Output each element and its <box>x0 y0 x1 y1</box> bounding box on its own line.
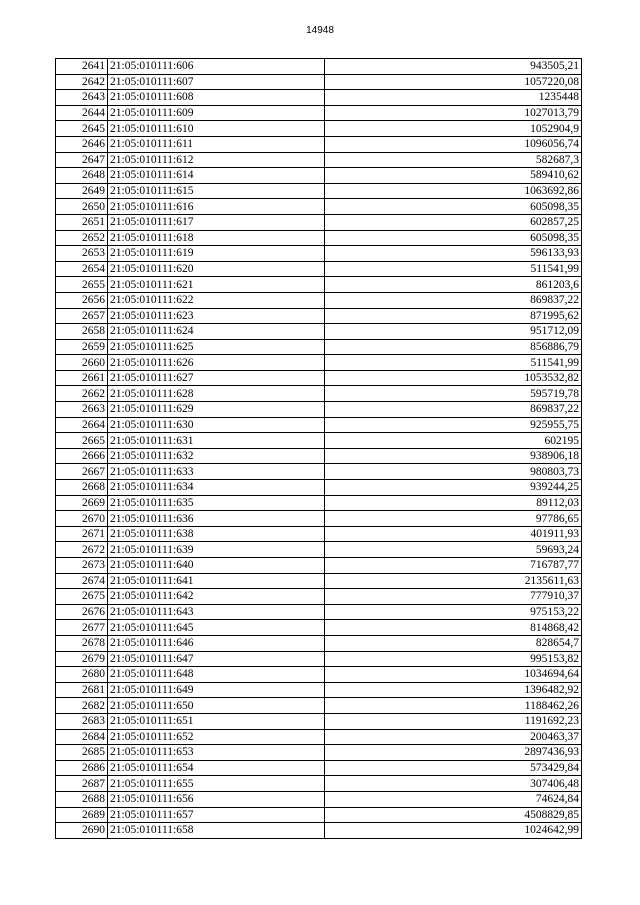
cadastral-number-cell: 21:05:010111:615 <box>108 183 325 199</box>
table-row <box>56 776 582 792</box>
table-row <box>56 308 582 324</box>
cadastral-number-cell: 21:05:010111:630 <box>108 417 325 433</box>
row-number-cell: 2651 <box>56 214 108 230</box>
row-number-cell: 2663 <box>56 402 108 418</box>
table-row <box>56 433 582 449</box>
cadastral-value-cell: 1053532,82 <box>325 370 582 386</box>
row-number-cell: 2680 <box>56 667 108 683</box>
cadastral-number-cell: 21:05:010111:627 <box>108 370 325 386</box>
table-row <box>56 168 582 184</box>
cadastral-number-cell: 21:05:010111:616 <box>108 199 325 215</box>
cadastral-value-cell: 1396482,92 <box>325 682 582 698</box>
cadastral-value-cell: 573429,84 <box>325 760 582 776</box>
row-number-cell: 2688 <box>56 791 108 807</box>
cadastral-number-cell: 21:05:010111:624 <box>108 324 325 340</box>
row-number-cell: 2668 <box>56 480 108 496</box>
cadastral-number-cell: 21:05:010111:607 <box>108 74 325 90</box>
table-row <box>56 214 582 230</box>
row-number-cell: 2673 <box>56 558 108 574</box>
table-row <box>56 589 582 605</box>
table-row <box>56 386 582 402</box>
cadastral-value-cell: 861203,6 <box>325 277 582 293</box>
row-number-cell: 2664 <box>56 417 108 433</box>
cadastral-value-cell: 511541,99 <box>325 261 582 277</box>
table-row <box>56 339 582 355</box>
cadastral-number-cell: 21:05:010111:636 <box>108 511 325 527</box>
cadastral-number-cell: 21:05:010111:641 <box>108 573 325 589</box>
table-row <box>56 277 582 293</box>
cadastral-number-cell: 21:05:010111:643 <box>108 604 325 620</box>
cadastral-value-cell: 602857,25 <box>325 214 582 230</box>
cadastral-number-cell: 21:05:010111:609 <box>108 105 325 121</box>
table-row <box>56 370 582 386</box>
cadastral-value-cell: 596133,93 <box>325 246 582 262</box>
cadastral-value-cell: 1188462,26 <box>325 698 582 714</box>
cadastral-value-cell: 938906,18 <box>325 448 582 464</box>
cadastral-value-cell: 1063692,86 <box>325 183 582 199</box>
row-number-cell: 2659 <box>56 339 108 355</box>
table-row <box>56 823 582 839</box>
row-number-cell: 2657 <box>56 308 108 324</box>
table-row <box>56 136 582 152</box>
row-number-cell: 2647 <box>56 152 108 168</box>
row-number-cell: 2666 <box>56 448 108 464</box>
cadastral-number-cell: 21:05:010111:614 <box>108 168 325 184</box>
cadastral-value-cell: 925955,75 <box>325 417 582 433</box>
row-number-cell: 2648 <box>56 168 108 184</box>
cadastral-number-cell: 21:05:010111:646 <box>108 635 325 651</box>
cadastral-value-cell: 777910,37 <box>325 589 582 605</box>
cadastral-value-cell: 1096056,74 <box>325 136 582 152</box>
cadastral-number-cell: 21:05:010111:612 <box>108 152 325 168</box>
cadastral-value-cell: 511541,99 <box>325 355 582 371</box>
records-table-body <box>56 59 582 839</box>
row-number-cell: 2684 <box>56 729 108 745</box>
cadastral-number-cell: 21:05:010111:638 <box>108 526 325 542</box>
cadastral-value-cell: 89112,03 <box>325 495 582 511</box>
cadastral-number-cell: 21:05:010111:635 <box>108 495 325 511</box>
cadastral-number-cell: 21:05:010111:645 <box>108 620 325 636</box>
cadastral-value-cell: 995153,82 <box>325 651 582 667</box>
row-number-cell: 2667 <box>56 464 108 480</box>
cadastral-value-cell: 828654,7 <box>325 635 582 651</box>
cadastral-number-cell: 21:05:010111:606 <box>108 59 325 75</box>
cadastral-value-cell: 943505,21 <box>325 59 582 75</box>
row-number-cell: 2656 <box>56 292 108 308</box>
cadastral-number-cell: 21:05:010111:639 <box>108 542 325 558</box>
row-number-cell: 2650 <box>56 199 108 215</box>
table-row <box>56 511 582 527</box>
table-row <box>56 417 582 433</box>
row-number-cell: 2678 <box>56 635 108 651</box>
cadastral-value-cell: 716787,77 <box>325 558 582 574</box>
row-number-cell: 2655 <box>56 277 108 293</box>
cadastral-value-cell: 1235448 <box>325 90 582 106</box>
table-row <box>56 542 582 558</box>
row-number-cell: 2671 <box>56 526 108 542</box>
table-row <box>56 121 582 137</box>
row-number-cell: 2660 <box>56 355 108 371</box>
cadastral-value-cell: 401911,93 <box>325 526 582 542</box>
cadastral-value-cell: 605098,35 <box>325 199 582 215</box>
table-row <box>56 480 582 496</box>
cadastral-number-cell: 21:05:010111:657 <box>108 807 325 823</box>
cadastral-value-cell: 1052904,9 <box>325 121 582 137</box>
row-number-cell: 2641 <box>56 59 108 75</box>
row-number-cell: 2645 <box>56 121 108 137</box>
cadastral-value-cell: 307406,48 <box>325 776 582 792</box>
row-number-cell: 2674 <box>56 573 108 589</box>
cadastral-number-cell: 21:05:010111:631 <box>108 433 325 449</box>
row-number-cell: 2669 <box>56 495 108 511</box>
row-number-cell: 2683 <box>56 713 108 729</box>
cadastral-value-cell: 74624,84 <box>325 791 582 807</box>
page-number: 14948 <box>306 25 334 36</box>
row-number-cell: 2685 <box>56 745 108 761</box>
cadastral-number-cell: 21:05:010111:633 <box>108 464 325 480</box>
row-number-cell: 2643 <box>56 90 108 106</box>
cadastral-number-cell: 21:05:010111:618 <box>108 230 325 246</box>
row-number-cell: 2661 <box>56 370 108 386</box>
table-row <box>56 620 582 636</box>
cadastral-value-cell: 2897436,93 <box>325 745 582 761</box>
cadastral-number-cell: 21:05:010111:619 <box>108 246 325 262</box>
table-row <box>56 90 582 106</box>
table-row <box>56 246 582 262</box>
cadastral-value-cell: 4508829,85 <box>325 807 582 823</box>
row-number-cell: 2679 <box>56 651 108 667</box>
cadastral-number-cell: 21:05:010111:620 <box>108 261 325 277</box>
cadastral-number-cell: 21:05:010111:629 <box>108 402 325 418</box>
cadastral-number-cell: 21:05:010111:647 <box>108 651 325 667</box>
cadastral-number-cell: 21:05:010111:642 <box>108 589 325 605</box>
table-row <box>56 448 582 464</box>
cadastral-value-cell: 582687,3 <box>325 152 582 168</box>
cadastral-number-cell: 21:05:010111:611 <box>108 136 325 152</box>
cadastral-number-cell: 21:05:010111:622 <box>108 292 325 308</box>
row-number-cell: 2689 <box>56 807 108 823</box>
row-number-cell: 2665 <box>56 433 108 449</box>
cadastral-number-cell: 21:05:010111:626 <box>108 355 325 371</box>
row-number-cell: 2653 <box>56 246 108 262</box>
cadastral-number-cell: 21:05:010111:652 <box>108 729 325 745</box>
table-row <box>56 199 582 215</box>
table-row <box>56 74 582 90</box>
table-row <box>56 402 582 418</box>
row-number-cell: 2675 <box>56 589 108 605</box>
table-row <box>56 59 582 75</box>
cadastral-value-cell: 1034694,64 <box>325 667 582 683</box>
table-row <box>56 745 582 761</box>
cadastral-value-cell: 595719,78 <box>325 386 582 402</box>
table-row <box>56 558 582 574</box>
table-row <box>56 713 582 729</box>
row-number-cell: 2672 <box>56 542 108 558</box>
table-row <box>56 682 582 698</box>
cadastral-number-cell: 21:05:010111:658 <box>108 823 325 839</box>
row-number-cell: 2687 <box>56 776 108 792</box>
table-row <box>56 183 582 199</box>
cadastral-number-cell: 21:05:010111:651 <box>108 713 325 729</box>
table-row <box>56 698 582 714</box>
cadastral-value-cell: 97786,65 <box>325 511 582 527</box>
cadastral-value-cell: 2135611,63 <box>325 573 582 589</box>
cadastral-value-cell: 605098,35 <box>325 230 582 246</box>
row-number-cell: 2654 <box>56 261 108 277</box>
cadastral-value-cell: 951712,09 <box>325 324 582 340</box>
table-row <box>56 791 582 807</box>
table-row <box>56 230 582 246</box>
cadastral-number-cell: 21:05:010111:654 <box>108 760 325 776</box>
cadastral-number-cell: 21:05:010111:617 <box>108 214 325 230</box>
row-number-cell: 2677 <box>56 620 108 636</box>
cadastral-number-cell: 21:05:010111:625 <box>108 339 325 355</box>
cadastral-number-cell: 21:05:010111:623 <box>108 308 325 324</box>
records-table <box>55 58 582 839</box>
cadastral-value-cell: 1057220,08 <box>325 74 582 90</box>
table-row <box>56 464 582 480</box>
cadastral-number-cell: 21:05:010111:628 <box>108 386 325 402</box>
row-number-cell: 2681 <box>56 682 108 698</box>
table-row <box>56 573 582 589</box>
row-number-cell: 2649 <box>56 183 108 199</box>
row-number-cell: 2686 <box>56 760 108 776</box>
cadastral-value-cell: 200463,37 <box>325 729 582 745</box>
cadastral-value-cell: 59693,24 <box>325 542 582 558</box>
row-number-cell: 2662 <box>56 386 108 402</box>
row-number-cell: 2658 <box>56 324 108 340</box>
table-row <box>56 635 582 651</box>
table-row <box>56 807 582 823</box>
row-number-cell: 2670 <box>56 511 108 527</box>
cadastral-number-cell: 21:05:010111:650 <box>108 698 325 714</box>
cadastral-value-cell: 602195 <box>325 433 582 449</box>
cadastral-value-cell: 814868,42 <box>325 620 582 636</box>
row-number-cell: 2652 <box>56 230 108 246</box>
cadastral-number-cell: 21:05:010111:655 <box>108 776 325 792</box>
cadastral-value-cell: 975153,22 <box>325 604 582 620</box>
row-number-cell: 2642 <box>56 74 108 90</box>
cadastral-number-cell: 21:05:010111:653 <box>108 745 325 761</box>
table-row <box>56 355 582 371</box>
cadastral-number-cell: 21:05:010111:608 <box>108 90 325 106</box>
table-row <box>56 324 582 340</box>
cadastral-number-cell: 21:05:010111:632 <box>108 448 325 464</box>
row-number-cell: 2644 <box>56 105 108 121</box>
table-row <box>56 261 582 277</box>
table-row <box>56 651 582 667</box>
cadastral-value-cell: 869837,22 <box>325 402 582 418</box>
row-number-cell: 2646 <box>56 136 108 152</box>
cadastral-value-cell: 1024642,99 <box>325 823 582 839</box>
cadastral-value-cell: 980803,73 <box>325 464 582 480</box>
cadastral-number-cell: 21:05:010111:634 <box>108 480 325 496</box>
cadastral-value-cell: 589410,62 <box>325 168 582 184</box>
table-row <box>56 152 582 168</box>
table-row <box>56 526 582 542</box>
table-row <box>56 760 582 776</box>
cadastral-number-cell: 21:05:010111:621 <box>108 277 325 293</box>
cadastral-value-cell: 871995,62 <box>325 308 582 324</box>
cadastral-value-cell: 1027013,79 <box>325 105 582 121</box>
table-row <box>56 292 582 308</box>
cadastral-value-cell: 939244,25 <box>325 480 582 496</box>
table-row <box>56 604 582 620</box>
cadastral-number-cell: 21:05:010111:640 <box>108 558 325 574</box>
row-number-cell: 2690 <box>56 823 108 839</box>
cadastral-value-cell: 869837,22 <box>325 292 582 308</box>
row-number-cell: 2676 <box>56 604 108 620</box>
cadastral-number-cell: 21:05:010111:656 <box>108 791 325 807</box>
cadastral-number-cell: 21:05:010111:610 <box>108 121 325 137</box>
table-row <box>56 495 582 511</box>
cadastral-number-cell: 21:05:010111:649 <box>108 682 325 698</box>
table-row <box>56 105 582 121</box>
cadastral-value-cell: 856886,79 <box>325 339 582 355</box>
row-number-cell: 2682 <box>56 698 108 714</box>
table-row <box>56 729 582 745</box>
cadastral-value-cell: 1191692,23 <box>325 713 582 729</box>
cadastral-number-cell: 21:05:010111:648 <box>108 667 325 683</box>
table-row <box>56 667 582 683</box>
